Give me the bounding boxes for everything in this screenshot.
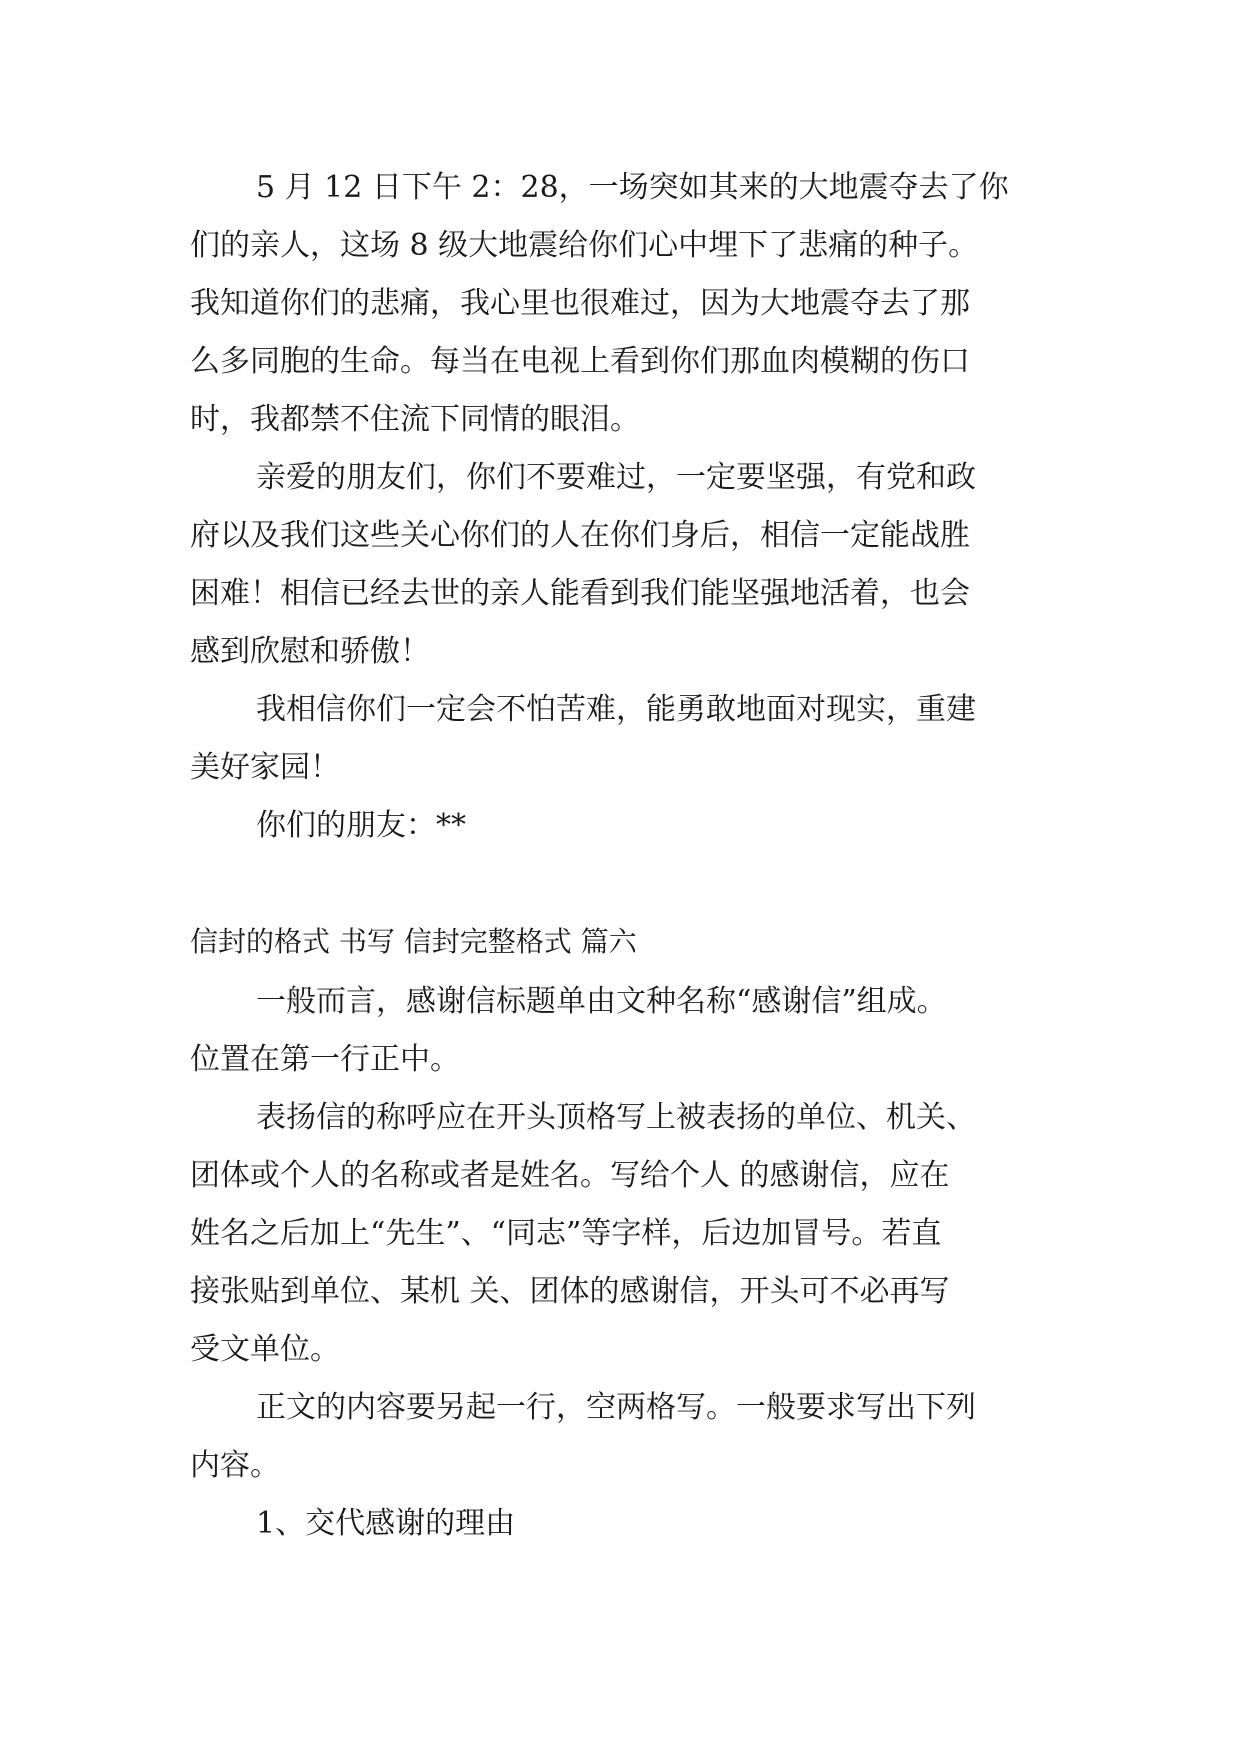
paragraph-line: 么多同胞的生命。每当在电视上看到你们那血肉模糊的伤口	[190, 344, 970, 379]
paragraph-line: 团体或个人的名称或者是姓名。写给个人 的感谢信，应在	[190, 1158, 950, 1193]
list-item: 1、交代感谢的理由	[256, 1506, 516, 1541]
paragraph-line: 亲爱的朋友们，你们不要难过，一定要坚强，有党和政	[256, 460, 976, 495]
paragraph-line: 我知道你们的悲痛，我心里也很难过，因为大地震夺去了那	[190, 286, 970, 321]
paragraph-line: 表扬信的称呼应在开头顶格写上被表扬的单位、机关、	[256, 1100, 976, 1135]
paragraph-line: 正文的内容要另起一行，空两格写。一般要求写出下列	[256, 1390, 976, 1425]
paragraph-line: 府以及我们这些关心你们的人在你们身后，相信一定能战胜	[190, 518, 970, 553]
section-heading: 信封的格式 书写 信封完整格式 篇六	[190, 925, 637, 958]
paragraph-line: 困难！相信已经去世的亲人能看到我们能坚强地活着，也会	[190, 576, 970, 611]
paragraph-line: 5 月 12 日下午 2：28，一场突如其来的大地震夺去了你	[256, 170, 1009, 205]
paragraph-line: 美好家园！	[190, 750, 340, 785]
paragraph-line: 姓名之后加上“先生”、“同志”等字样，后边加冒号。若直	[190, 1216, 942, 1251]
paragraph-line: 一般而言，感谢信标题单由文种名称“感谢信”组成。	[256, 984, 947, 1019]
paragraph-line: 时，我都禁不住流下同情的眼泪。	[190, 402, 640, 437]
paragraph-line: 们的亲人，这场 8 级大地震给你们心中埋下了悲痛的种子。	[190, 228, 979, 263]
signature-line: 你们的朋友：**	[256, 808, 466, 843]
paragraph-line: 内容。	[190, 1448, 280, 1483]
paragraph-line: 位置在第一行正中。	[190, 1042, 460, 1077]
paragraph-line: 接张贴到单位、某机 关、团体的感谢信，开头可不必再写	[190, 1274, 950, 1309]
paragraph-line: 受文单位。	[190, 1332, 340, 1367]
paragraph-line: 感到欣慰和骄傲！	[190, 634, 430, 669]
paragraph-line: 我相信你们一定会不怕苦难，能勇敢地面对现实，重建	[256, 692, 976, 727]
